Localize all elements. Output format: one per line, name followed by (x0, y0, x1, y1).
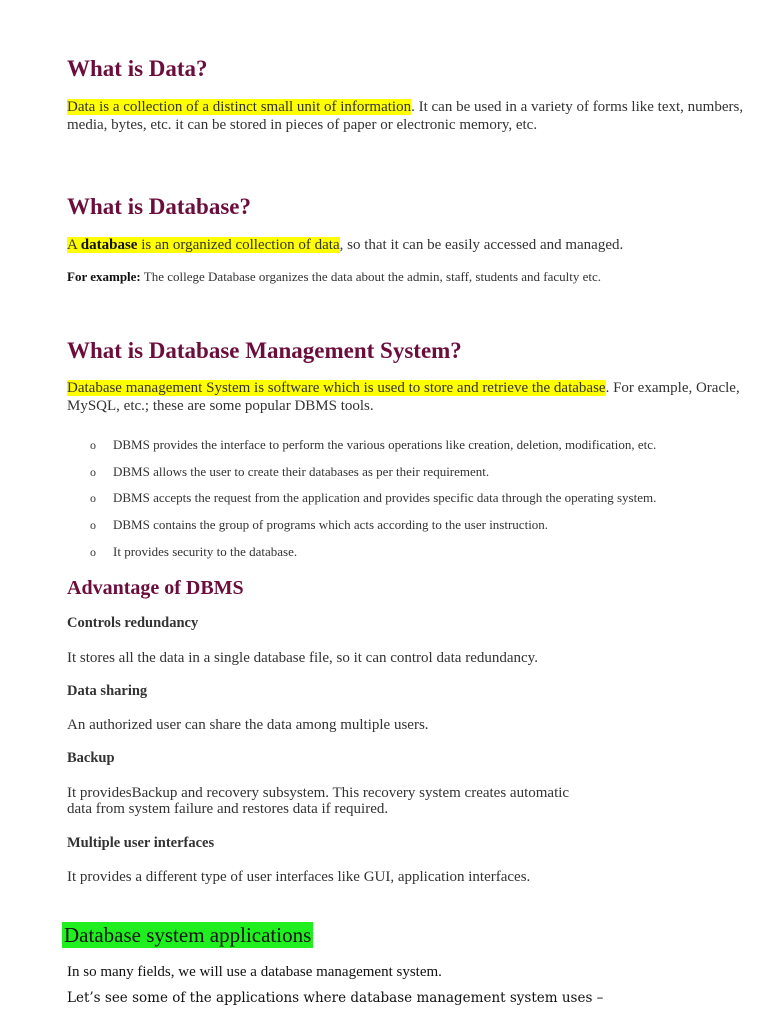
subheading-multiple-user-interfaces: Multiple user interfaces (67, 835, 215, 851)
subheading-backup: Backup (67, 750, 115, 766)
heading-advantage-of-dbms: Advantage of DBMS (67, 577, 244, 599)
bold-term-database: database (80, 237, 138, 253)
heading-what-is-data: What is Data? (67, 56, 208, 81)
example-label: For example: (67, 269, 141, 284)
example-text: The college Database organizes the data about the admin, staff, students and faculty etc. (140, 269, 602, 284)
highlighted-text: Database management System is software which is used to store and retrieve the database (67, 380, 606, 396)
heading-what-is-database: What is Database? (67, 194, 252, 219)
paragraph-text: . It can be used in a variety of forms like text, numbers, media, bytes, etc. it can be stored in pieces of paper or electronic memory, etc. (67, 99, 744, 133)
list-item-text: DBMS provides the interface to perform the various operations like creation, deletion, modification, etc. (113, 437, 657, 452)
bullet-marker: o (90, 438, 96, 452)
highlight-rest: is an organized collection of data (137, 237, 340, 253)
paragraph-text: , so that it can be easily accessed and managed. (339, 237, 624, 253)
paragraph-data-definition (67, 98, 752, 134)
paragraph-backup-line1: It providesBackup and recovery subsystem. This recovery system creates automatic (67, 785, 570, 801)
highlighted-text: Data is a collection of a distinct small unit of information (67, 99, 412, 115)
paragraph-backup-line2: data from system failure and restores data if required. (67, 801, 389, 817)
paragraph-dbms-definition (67, 379, 752, 415)
list-item-text: It provides security to the database. (113, 544, 298, 559)
list-item-text: DBMS contains the group of programs which acts according to the user instruction. (113, 517, 549, 532)
list-item-text: DBMS accepts the request from the application and provides specific data through the operating system. (113, 490, 657, 505)
highlighted-text (67, 237, 340, 253)
paragraph-text: . For example, Oracle, MySQL, etc.; these are some popular DBMS tools. (67, 380, 740, 414)
heading-what-is-dbms: What is Database Management System? (67, 338, 462, 363)
highlight-prefix: A (67, 237, 81, 253)
paragraph-controls-redundancy: It stores all the data in a single database file, so it can control data redundancy. (67, 650, 538, 666)
heading-database-system-applications: Database system applications (64, 923, 312, 947)
paragraph-applications-lead: Let’s see some of the applications where database management system uses – (67, 990, 604, 1006)
list-item-text: DBMS allows the user to create their databases as per their requirement. (113, 464, 490, 479)
bullet-marker: o (90, 465, 96, 479)
subheading-data-sharing: Data sharing (67, 683, 148, 699)
paragraph-database-definition (67, 236, 623, 254)
bullet-marker: o (90, 545, 96, 559)
paragraph-database-example (67, 268, 601, 286)
bullet-marker: o (90, 518, 96, 532)
paragraph-multiple-user-interfaces: It provides a different type of user interfaces like GUI, application interfaces. (67, 869, 531, 885)
paragraph-data-sharing: An authorized user can share the data among multiple users. (67, 717, 429, 733)
subheading-controls-redundancy: Controls redundancy (67, 615, 199, 631)
paragraph-applications-intro: In so many fields, we will use a database management system. (67, 964, 442, 980)
bullet-marker: o (90, 491, 96, 505)
